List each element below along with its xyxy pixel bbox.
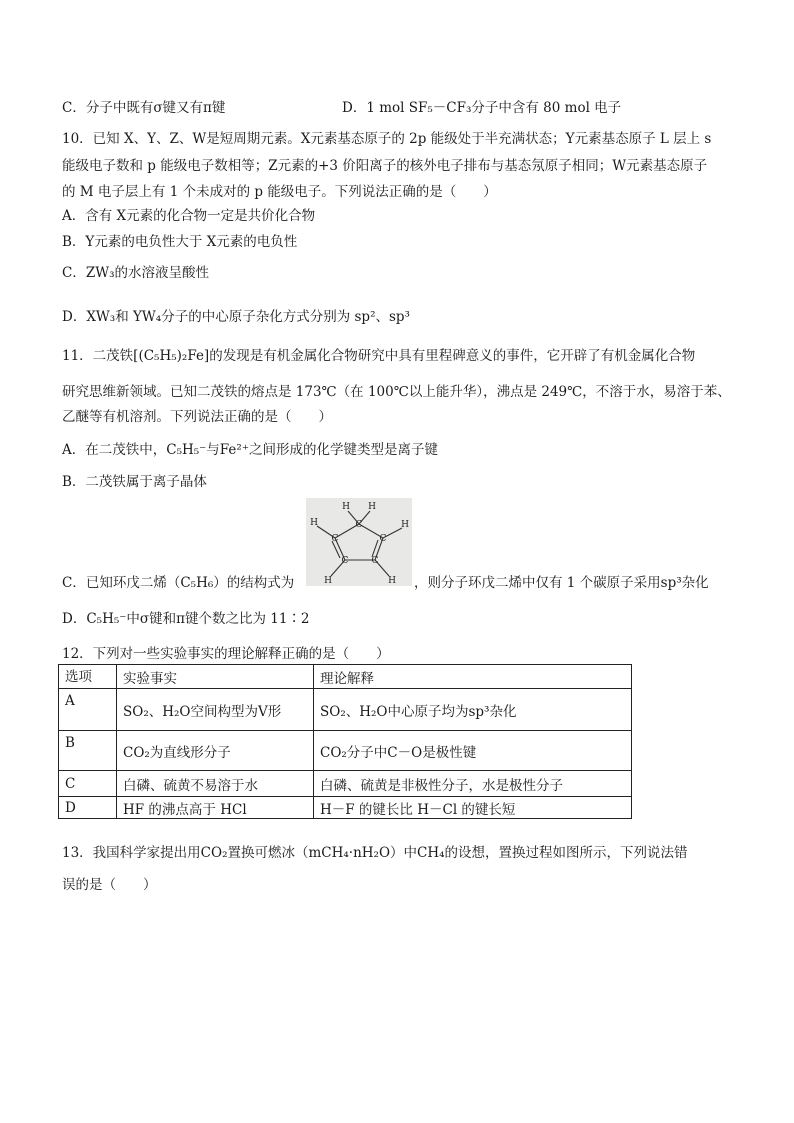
struct-atom-h6: H	[310, 518, 318, 528]
q11-stem-line3: 乙醚等有机溶剂。下列说法正确的是（ ）	[62, 409, 332, 425]
q13-stem-line2: 误的是（ ）	[62, 877, 157, 893]
table-row	[59, 771, 632, 797]
table-cell-explanation: CO₂分子中C－O是极性键	[314, 731, 632, 771]
table-header-cell: 理论解释	[314, 665, 632, 689]
table-header-row	[59, 665, 632, 689]
table-cell-explanation: 白磷、硫黄是非极性分子，水是极性分子	[314, 771, 632, 797]
struct-atom-c1: C	[355, 520, 363, 530]
q9-option-d: D．1 mol SF₅－CF₃分子中含有 80 mol 电子	[342, 100, 622, 116]
struct-atom-c3: C	[371, 556, 379, 566]
q10-option-c: C．ZW₃的水溶液呈酸性	[62, 265, 209, 281]
struct-atom-c5: C	[331, 534, 339, 544]
q10-stem-line2: 能级电子数和 p 能级电子数相等；Z元素的+3 价阳离子的核外电子排布与基态氖原子相同；W元素基态原子	[62, 158, 708, 174]
struct-atom-h1: H	[342, 502, 350, 512]
table-cell-fact: 白磷、硫黄不易溶于水	[117, 771, 314, 797]
table-row	[59, 689, 632, 731]
struct-atom-c2: C	[379, 534, 387, 544]
table-row	[59, 731, 632, 771]
table-cell-explanation: H－F 的键长比 H－Cl 的键长短	[314, 797, 632, 819]
q11-option-b: B．二茂铁属于离子晶体	[62, 474, 207, 490]
q11-option-c-suffix: ，则分子环戊二烯中仅有 1 个碳原子采用sp³杂化	[414, 575, 709, 591]
struct-atom-h5: H	[324, 576, 332, 586]
q10-option-b: B．Y元素的电负性大于 X元素的电负性	[62, 234, 298, 250]
q12-stem: 12．下列对一些实验事实的理论解释正确的是（ ）	[62, 646, 390, 662]
q13-stem-line1: 13．我国科学家提出用CO₂置换可燃冰（mCH₄·nH₂O）中CH₄的设想，置换过程如图所示，下列说法错	[62, 845, 688, 861]
table-cell-option: C	[59, 771, 117, 797]
table-cell-fact: SO₂、H₂O空间构型为Ⅴ形	[117, 689, 314, 731]
q10-stem-line1: 10．已知 X、Y、Z、W是短周期元素。X元素基态原子的 2p 能级处于半充满状态；Y元素基态原子 L 层上 s	[62, 131, 712, 147]
table-cell-fact: CO₂为直线形分子	[117, 731, 314, 771]
table-header-cell: 实验事实	[117, 665, 314, 689]
q10-option-a: A．含有 X元素的化合物一定是共价化合物	[62, 208, 316, 224]
q12-table	[58, 664, 632, 819]
q10-option-d: D．XW₃和 YW₄分子的中心原子杂化方式分别为 sp²、sp³	[62, 309, 410, 325]
struct-atom-h3: H	[401, 520, 409, 530]
table-header-cell: 选项	[59, 665, 117, 689]
struct-atom-h4: H	[388, 576, 396, 586]
q11-option-a: A．在二茂铁中，C₅H₅⁻与Fe²⁺之间形成的化学键类型是离子键	[62, 442, 438, 458]
q11-option-c-prefix: C．已知环戊二烯（C₅H₆）的结构式为	[62, 575, 295, 591]
q11-stem-line1: 11．二茂铁[(C₅H₅)₂Fe]的发现是有机金属化合物研究中具有里程碑意义的事件，它开辟了有机金属化合物	[62, 348, 696, 364]
q9-option-c: C．分子中既有σ键又有π键	[62, 100, 226, 116]
struct-atom-h2: H	[368, 502, 376, 512]
table-cell-explanation: SO₂、H₂O中心原子均为sp³杂化	[314, 689, 632, 731]
table-cell-option: B	[59, 731, 117, 771]
q11-stem-line2: 研究思维新领域。已知二茂铁的熔点是 173℃（在 100℃以上能升华），沸点是 249℃，不溶于水，易溶于苯、	[62, 384, 731, 400]
q11-option-d: D．C₅H₅⁻中σ键和π键个数之比为 11∶2	[62, 611, 310, 627]
table-row	[59, 797, 632, 819]
table-cell-option: D	[59, 797, 117, 819]
q10-stem-line3: 的 M 电子层上有 1 个未成对的 p 能级电子。下列说法正确的是（ ）	[62, 184, 497, 200]
cyclopentadiene-structure-image	[306, 498, 412, 586]
struct-atom-c4: C	[341, 556, 349, 566]
table-cell-fact: HF 的沸点高于 HCl	[117, 797, 314, 819]
table-cell-option: A	[59, 689, 117, 731]
